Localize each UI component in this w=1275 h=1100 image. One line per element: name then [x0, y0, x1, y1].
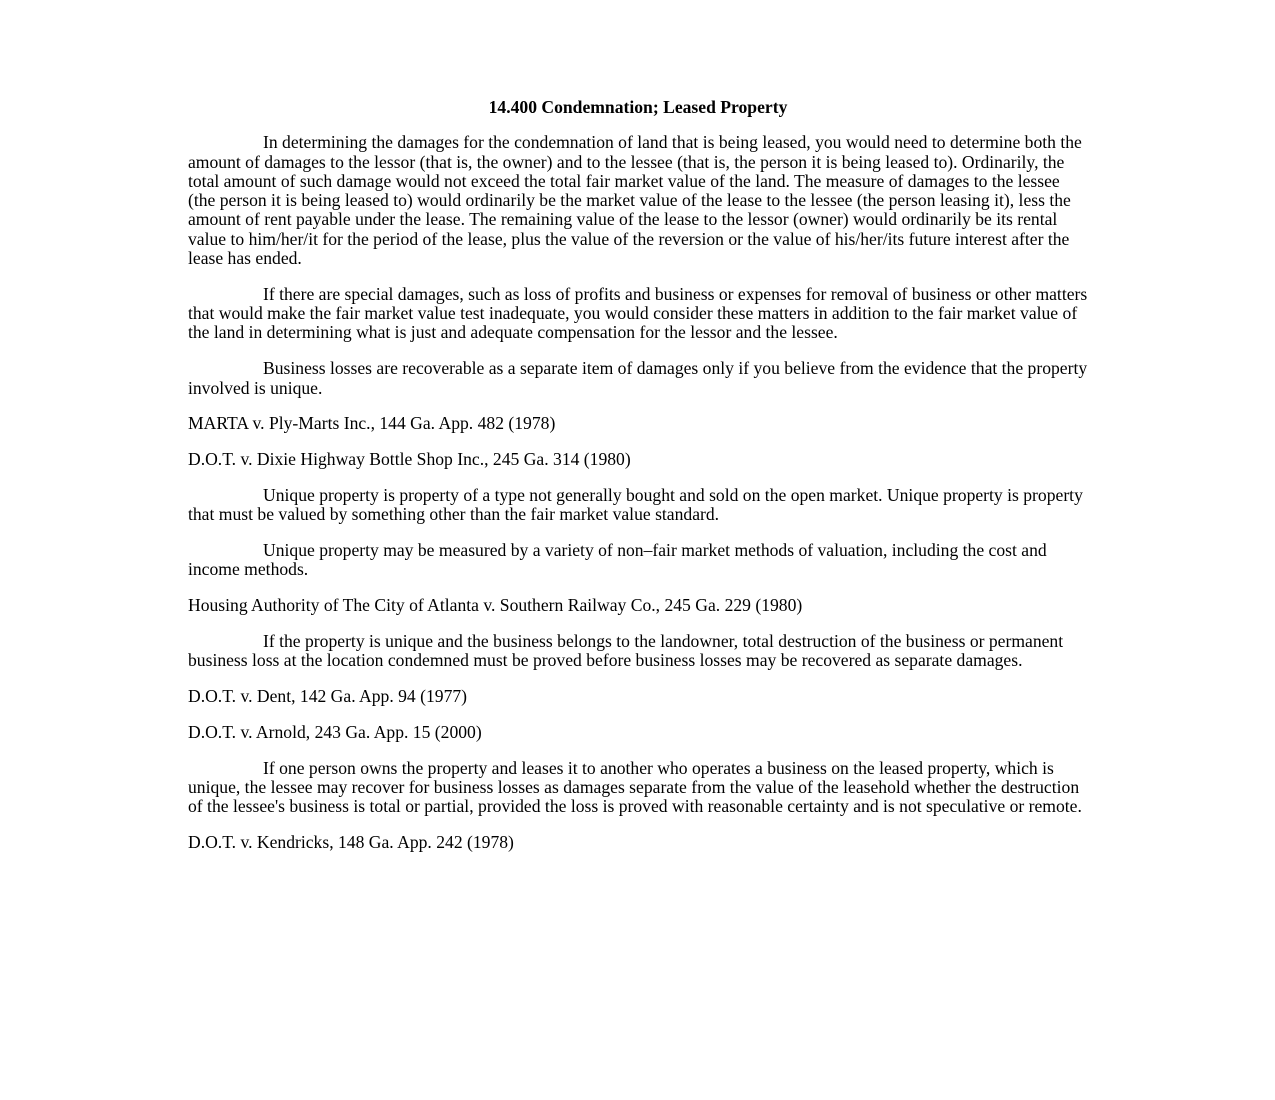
paragraph-landowner-business: If the property is unique and the business belongs to the landowner, total destruction of the business or permanent business loss at the location condemned must be proved before business losses may be recovered as separate damages.	[188, 630, 1064, 671]
citation-kendricks: D.O.T. v. Kendricks, 148 Ga. App. 242 (1978)	[188, 832, 514, 853]
citation-marta: MARTA v. Ply-Marts Inc., 144 Ga. App. 482 (1978)	[188, 413, 556, 434]
paragraph-unique-measurement: Unique property may be measured by a variety of non–fair market methods of valuation, including the cost and income methods.	[188, 540, 1047, 580]
citation-housing-authority: Housing Authority of The City of Atlanta v. Southern Railway Co., 245 Ga. 229 (1980)	[188, 595, 803, 616]
document-title: 14.400 Condemnation; Leased Property	[488, 97, 788, 117]
document-page	[188, 98, 1088, 869]
paragraph-business-losses: Business losses are recoverable as a separate item of damages only if you believe from the evidence that the property involved is unique.	[188, 358, 1088, 398]
paragraph-unique-definition: Unique property is property of a type not generally bought and sold on the open market. Unique property is property that must be valued by something other than the fair market value standard.	[188, 484, 1083, 525]
citation-dixie-highway: D.O.T. v. Dixie Highway Bottle Shop Inc., 245 Ga. 314 (1980)	[188, 449, 631, 470]
citation-dent: D.O.T. v. Dent, 142 Ga. App. 94 (1977)	[188, 686, 468, 707]
citation-arnold: D.O.T. v. Arnold, 243 Ga. App. 15 (2000)	[188, 721, 482, 742]
paragraph-lease-damages: In determining the damages for the condemnation of land that is being leased, you would need to determine both the amount of damages to the lessor (that is, the owner) and to the lessee (that is, the person it is being leased to). Ordinarily, the total amount of such damage would not exceed the total fair market value of the land. The measure of damages to the lessee (the person it is being leased to) would ordinarily be the market value of the lease to the lessee (the person leasing it), less the amount of rent payable under the lease. The remaining value of the lease to the lessor (owner) would ordinarily be its rental value to him/her/it for the period of the lease, plus the value of the reversion or the value of his/her/its future interest after the lease has ended.	[188, 132, 1082, 269]
paragraph-lessee-business: If one person owns the property and leases it to another who operates a business on the leased property, which is unique, the lessee may recover for business losses as damages separate from the value of the leasehold whether the destruction of the lessee's business is total or partial, provided the loss is proved with reasonable certainty and is not speculative or remote.	[188, 757, 1082, 817]
paragraph-special-damages: If there are special damages, such as loss of profits and business or expenses for removal of business or other matters that would make the fair market value test inadequate, you would consider these matters in addition to the fair market value of the land in determining what is just and adequate compensation for the lessor and the lessee.	[188, 283, 1088, 343]
